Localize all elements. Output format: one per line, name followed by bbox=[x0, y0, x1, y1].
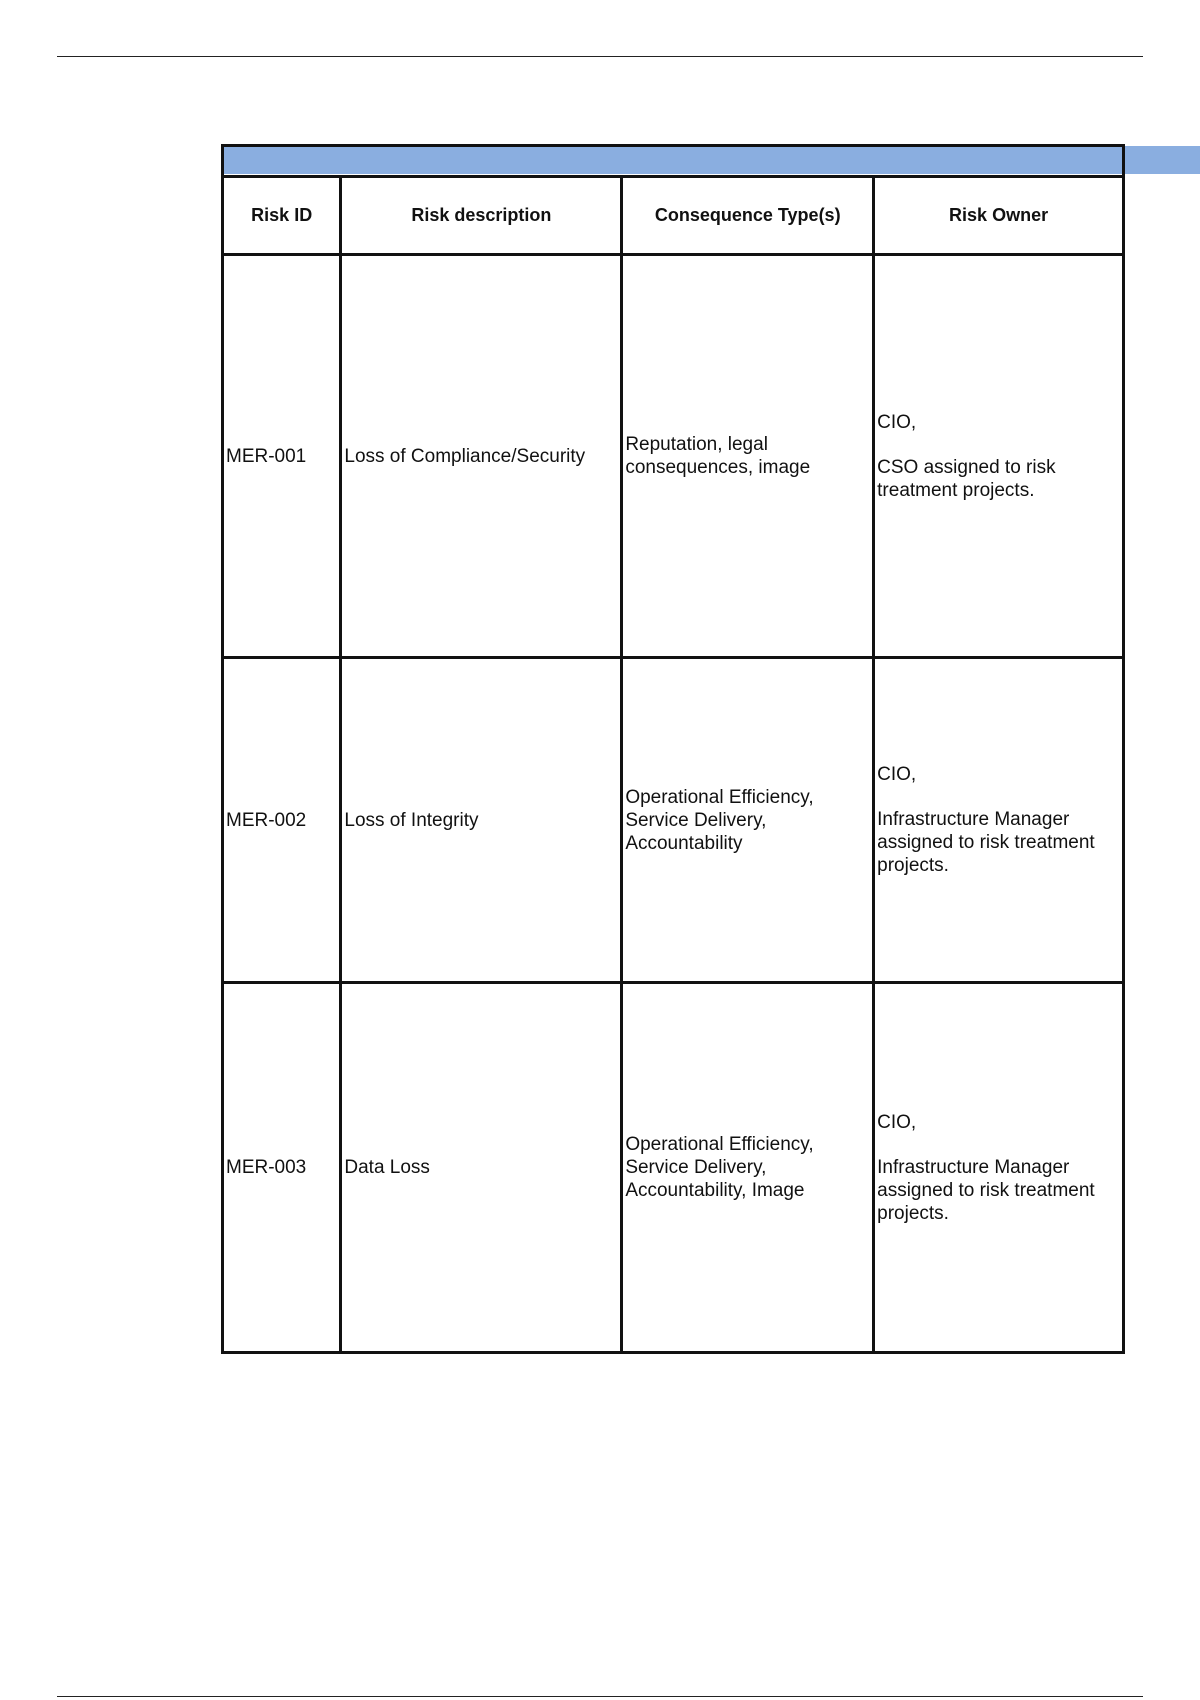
risk-register-table bbox=[221, 144, 1125, 1354]
risk-owner-cell bbox=[874, 255, 1124, 658]
table-row bbox=[223, 658, 1124, 983]
risk-owner-lead: CIO, bbox=[877, 411, 917, 433]
risk-owner-cell bbox=[874, 658, 1124, 983]
table-band-cell bbox=[223, 146, 1124, 177]
risk-id-cell: MER-001 bbox=[223, 255, 341, 658]
risk-owner-detail: Infrastructure Manager assigned to risk treatment projects. bbox=[877, 809, 1095, 876]
risk-id-cell: MER-002 bbox=[223, 658, 341, 983]
risk-owner-lead: CIO, bbox=[877, 1111, 917, 1133]
risk-owner-cell bbox=[874, 983, 1124, 1353]
risk-id-cell: MER-003 bbox=[223, 983, 341, 1353]
header-consequence-types: Consequence Type(s) bbox=[622, 177, 874, 255]
risk-owner-detail: CSO assigned to risk treatment projects. bbox=[877, 456, 1056, 501]
header-risk-description: Risk description bbox=[341, 177, 622, 255]
table-row bbox=[223, 983, 1124, 1353]
table-band-row bbox=[223, 146, 1124, 177]
table-header-row bbox=[223, 177, 1124, 255]
risk-description-cell: Loss of Compliance/Security bbox=[341, 255, 622, 658]
consequence-cell: Operational Efficiency, Service Delivery, Accountability bbox=[622, 658, 874, 983]
consequence-cell: Reputation, legal consequences, image bbox=[622, 255, 874, 658]
page-footer-rule bbox=[57, 1696, 1143, 1697]
header-risk-id: Risk ID bbox=[223, 177, 341, 255]
table-row bbox=[223, 255, 1124, 658]
consequence-cell: Operational Efficiency, Service Delivery, Accountability, Image bbox=[622, 983, 874, 1353]
risk-description-cell: Loss of Integrity bbox=[341, 658, 622, 983]
header-risk-owner: Risk Owner bbox=[874, 177, 1124, 255]
risk-owner-lead: CIO, bbox=[877, 764, 917, 785]
risk-description-cell: Data Loss bbox=[341, 983, 622, 1353]
page-header-rule bbox=[57, 56, 1143, 57]
risk-owner-detail: Infrastructure Manager assigned to risk treatment projects. bbox=[877, 1156, 1095, 1224]
